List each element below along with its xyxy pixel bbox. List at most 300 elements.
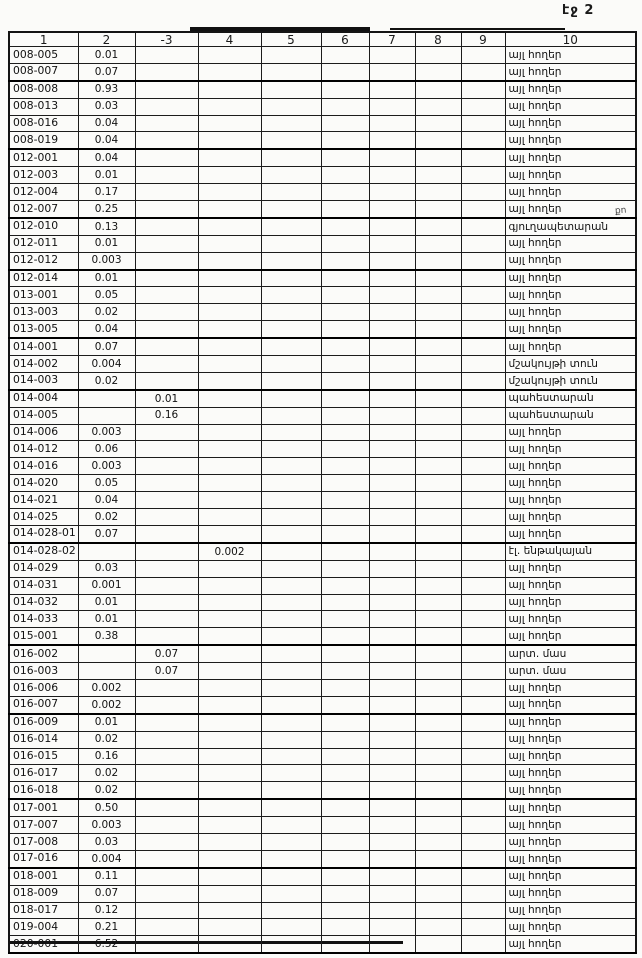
- cell-col5: [261, 543, 321, 560]
- cell-col4: [198, 765, 261, 782]
- cell-col7: [369, 577, 415, 594]
- cell-col8: [415, 850, 461, 867]
- cell-col2: 0.93: [78, 81, 135, 98]
- cell-col4: [198, 594, 261, 611]
- cell-col4: [198, 356, 261, 373]
- cell-col1: 016-006: [9, 679, 78, 696]
- cell-col4: [198, 560, 261, 577]
- cell-col10: այլ հողեր: [505, 201, 636, 218]
- cell-col4: [198, 799, 261, 816]
- cell-col7: [369, 645, 415, 662]
- cell-col10: այլ հողեր: [505, 98, 636, 115]
- cell-col6: [321, 270, 369, 287]
- cell-col10: այլ հողեր: [505, 509, 636, 526]
- cell-col4: [198, 287, 261, 304]
- cell-col7: [369, 799, 415, 816]
- cell-col5: [261, 714, 321, 731]
- cell-col9: [461, 63, 505, 80]
- cell-col8: [415, 115, 461, 132]
- cell-col5: [261, 696, 321, 713]
- cell-col7: [369, 287, 415, 304]
- cell-col3: 0.07: [135, 663, 198, 680]
- cell-col5: [261, 218, 321, 235]
- cell-col8: [415, 372, 461, 389]
- cell-col6: [321, 817, 369, 834]
- cell-col8: [415, 543, 461, 560]
- cell-col5: [261, 560, 321, 577]
- cell-col10: այլ հողեր: [505, 184, 636, 201]
- cell-col5: [261, 594, 321, 611]
- cell-col4: [198, 252, 261, 269]
- column-header-10: 10: [505, 32, 636, 47]
- cell-col6: [321, 885, 369, 902]
- cell-col5: [261, 748, 321, 765]
- cell-col7: [369, 543, 415, 560]
- cell-col8: [415, 304, 461, 321]
- cell-col9: [461, 390, 505, 407]
- table-row: [9, 663, 636, 680]
- table-row: [9, 167, 636, 184]
- cell-col2: 0.02: [78, 765, 135, 782]
- cell-col10: այլ հողեր: [505, 441, 636, 458]
- cell-col9: [461, 731, 505, 748]
- cell-col5: [261, 645, 321, 662]
- cell-col4: [198, 47, 261, 64]
- cell-col7: [369, 663, 415, 680]
- cell-col9: [461, 356, 505, 373]
- cell-col6: [321, 407, 369, 424]
- cell-col6: [321, 47, 369, 64]
- cell-col7: [369, 492, 415, 509]
- cell-col3: [135, 304, 198, 321]
- cell-col4: [198, 132, 261, 149]
- cell-col6: [321, 663, 369, 680]
- cell-col7: [369, 441, 415, 458]
- cell-col2: 0.04: [78, 132, 135, 149]
- cell-col7: [369, 304, 415, 321]
- cell-col8: [415, 679, 461, 696]
- cell-col3: [135, 235, 198, 252]
- cell-col5: [261, 338, 321, 355]
- cell-col5: [261, 799, 321, 816]
- cell-col6: [321, 458, 369, 475]
- cell-col3: [135, 594, 198, 611]
- cell-col1: 014-001: [9, 338, 78, 355]
- cell-col8: [415, 560, 461, 577]
- table-row: [9, 63, 636, 80]
- cell-col3: [135, 132, 198, 149]
- cell-col3: [135, 577, 198, 594]
- cell-col6: [321, 525, 369, 542]
- table-row: [9, 270, 636, 287]
- cell-col6: [321, 696, 369, 713]
- cell-col1: 014-028-02: [9, 543, 78, 560]
- cell-col7: [369, 868, 415, 885]
- cell-col3: [135, 63, 198, 80]
- cell-col7: [369, 628, 415, 645]
- cell-col2: 0.002: [78, 679, 135, 696]
- table-row: [9, 817, 636, 834]
- cell-col3: [135, 424, 198, 441]
- cell-col9: [461, 81, 505, 98]
- cell-col3: [135, 765, 198, 782]
- cell-col7: [369, 356, 415, 373]
- handwritten-margin-mark: քո: [614, 205, 627, 217]
- cell-col4: [198, 509, 261, 526]
- cell-col6: [321, 475, 369, 492]
- cell-col5: [261, 252, 321, 269]
- cell-col1: 008-019: [9, 132, 78, 149]
- cell-col6: [321, 902, 369, 919]
- table-row: [9, 833, 636, 850]
- cell-col3: [135, 98, 198, 115]
- cell-col3: [135, 184, 198, 201]
- cell-col7: [369, 731, 415, 748]
- cell-col1: 014-029: [9, 560, 78, 577]
- cell-col1: 018-009: [9, 885, 78, 902]
- cell-col7: [369, 63, 415, 80]
- cell-col2: 0.02: [78, 304, 135, 321]
- cell-col10: արտ. մաս: [505, 645, 636, 662]
- column-header-6: 6: [321, 32, 369, 47]
- cell-col5: [261, 628, 321, 645]
- cell-col9: [461, 748, 505, 765]
- cell-col10: այլ հողեր: [505, 47, 636, 64]
- cell-col3: [135, 372, 198, 389]
- cell-col10: պահեստարան: [505, 390, 636, 407]
- cell-col2: 0.12: [78, 902, 135, 919]
- cell-col6: [321, 201, 369, 218]
- cell-col3: [135, 628, 198, 645]
- cell-col5: [261, 201, 321, 218]
- cell-col3: [135, 475, 198, 492]
- cell-col9: [461, 115, 505, 132]
- cell-col6: [321, 594, 369, 611]
- cell-col2: 0.04: [78, 115, 135, 132]
- cell-col6: [321, 287, 369, 304]
- cell-col7: [369, 149, 415, 166]
- cell-col8: [415, 441, 461, 458]
- cell-col2: 0.01: [78, 270, 135, 287]
- cell-col7: [369, 132, 415, 149]
- cell-col3: [135, 492, 198, 509]
- cell-col3: [135, 287, 198, 304]
- cell-col4: [198, 902, 261, 919]
- cell-col9: [461, 833, 505, 850]
- cell-col7: [369, 184, 415, 201]
- cell-col1: 019-004: [9, 919, 78, 936]
- cell-col4: [198, 304, 261, 321]
- table-row: [9, 765, 636, 782]
- table-row: [9, 98, 636, 115]
- cell-col5: [261, 63, 321, 80]
- cell-col9: [461, 321, 505, 338]
- cell-col4: [198, 679, 261, 696]
- cell-col6: [321, 560, 369, 577]
- cell-col7: [369, 885, 415, 902]
- cell-col4: [198, 731, 261, 748]
- cell-col10: այլ հողեր: [505, 492, 636, 509]
- cell-col9: [461, 372, 505, 389]
- cell-col3: [135, 868, 198, 885]
- table-row: [9, 902, 636, 919]
- cell-col2: 0.16: [78, 748, 135, 765]
- cell-col1: 012-004: [9, 184, 78, 201]
- cell-col8: [415, 98, 461, 115]
- cell-col5: [261, 731, 321, 748]
- cell-col8: [415, 525, 461, 542]
- cell-col9: [461, 765, 505, 782]
- table-row: [9, 748, 636, 765]
- cell-col5: [261, 902, 321, 919]
- cell-col5: [261, 611, 321, 628]
- cell-col2: 0.13: [78, 218, 135, 235]
- table-row: [9, 81, 636, 98]
- cell-col10: այլ հողեր: [505, 287, 636, 304]
- cell-col6: [321, 321, 369, 338]
- column-header-4: 4: [198, 32, 261, 47]
- cell-col9: [461, 167, 505, 184]
- cell-col2: 0.04: [78, 149, 135, 166]
- cell-col7: [369, 850, 415, 867]
- cell-col7: [369, 201, 415, 218]
- cell-col6: [321, 628, 369, 645]
- cell-col9: [461, 201, 505, 218]
- cell-col5: [261, 356, 321, 373]
- table-row: [9, 492, 636, 509]
- cell-col2: 0.38: [78, 628, 135, 645]
- cell-col9: [461, 458, 505, 475]
- cell-col3: [135, 525, 198, 542]
- cell-col2: 0.01: [78, 235, 135, 252]
- cell-col2: 0.05: [78, 287, 135, 304]
- cell-col7: [369, 81, 415, 98]
- column-header-2: 2: [78, 32, 135, 47]
- cell-col2: 0.03: [78, 98, 135, 115]
- cell-col1: 012-014: [9, 270, 78, 287]
- table-row: [9, 594, 636, 611]
- cell-col4: [198, 611, 261, 628]
- column-header-9: 9: [461, 32, 505, 47]
- cell-col3: [135, 799, 198, 816]
- cell-col1: 008-016: [9, 115, 78, 132]
- cell-col8: [415, 628, 461, 645]
- table-row: [9, 560, 636, 577]
- cell-col7: [369, 424, 415, 441]
- cell-col9: [461, 218, 505, 235]
- cell-col8: [415, 902, 461, 919]
- cell-col7: [369, 594, 415, 611]
- cell-col8: [415, 885, 461, 902]
- cell-col7: [369, 919, 415, 936]
- cell-col5: [261, 98, 321, 115]
- cell-col8: [415, 270, 461, 287]
- cell-col4: [198, 525, 261, 542]
- cell-col4: [198, 424, 261, 441]
- cell-col5: [261, 525, 321, 542]
- cell-col1: 008-007: [9, 63, 78, 80]
- cell-col9: [461, 407, 505, 424]
- cell-col3: [135, 509, 198, 526]
- table-row: [9, 850, 636, 867]
- table-row: [9, 407, 636, 424]
- column-header-5: 5: [261, 32, 321, 47]
- cell-col1: 012-010: [9, 218, 78, 235]
- cell-col7: [369, 611, 415, 628]
- cell-col10: այլ հողեր: [505, 338, 636, 355]
- cell-col3: [135, 782, 198, 799]
- cell-col7: [369, 902, 415, 919]
- cell-col6: [321, 149, 369, 166]
- table-row: [9, 47, 636, 64]
- cell-col1: 014-032: [9, 594, 78, 611]
- cell-col4: [198, 645, 261, 662]
- cell-col5: [261, 81, 321, 98]
- column-header-1: 1: [9, 32, 78, 47]
- cell-col1: 018-001: [9, 868, 78, 885]
- cell-col5: [261, 304, 321, 321]
- cell-col3: [135, 201, 198, 218]
- cell-col8: [415, 458, 461, 475]
- cell-col2: 0.003: [78, 252, 135, 269]
- cell-col1: 014-012: [9, 441, 78, 458]
- cell-col6: [321, 167, 369, 184]
- cell-col1: 014-025: [9, 509, 78, 526]
- cell-col10: այլ հողեր: [505, 304, 636, 321]
- cell-col1: 015-001: [9, 628, 78, 645]
- cell-col10: այլ հողեր: [505, 560, 636, 577]
- cell-col2: 0.25: [78, 201, 135, 218]
- cell-col10: այլ հողեր: [505, 936, 636, 953]
- cell-col4: [198, 492, 261, 509]
- cell-col8: [415, 47, 461, 64]
- cell-col3: [135, 731, 198, 748]
- cell-col4: [198, 81, 261, 98]
- cell-col1: 014-006: [9, 424, 78, 441]
- cell-col9: [461, 577, 505, 594]
- table-row: [9, 696, 636, 713]
- cell-col8: [415, 833, 461, 850]
- cell-col7: [369, 936, 415, 953]
- cell-col10: այլ հողեր: [505, 782, 636, 799]
- cell-col3: [135, 543, 198, 560]
- cell-col3: [135, 936, 198, 953]
- cell-col2: 0.001: [78, 577, 135, 594]
- cell-col10: այլ հողեր: [505, 850, 636, 867]
- cell-col4: [198, 167, 261, 184]
- table-row: [9, 441, 636, 458]
- cell-col3: [135, 81, 198, 98]
- cell-col3: [135, 696, 198, 713]
- cell-col3: [135, 252, 198, 269]
- cell-col3: [135, 919, 198, 936]
- cell-col4: [198, 235, 261, 252]
- cell-col4: [198, 628, 261, 645]
- cell-col10: այլ հողեր: [505, 748, 636, 765]
- cell-col10: այլ հողեր: [505, 833, 636, 850]
- cell-col10: այլ հողեր: [505, 321, 636, 338]
- cell-col10: այլ հողեր: [505, 81, 636, 98]
- cell-col9: [461, 645, 505, 662]
- cell-col2: 0.01: [78, 611, 135, 628]
- cell-col4: [198, 441, 261, 458]
- cell-col5: [261, 817, 321, 834]
- cell-col3: [135, 885, 198, 902]
- cell-col8: [415, 696, 461, 713]
- cell-col8: [415, 475, 461, 492]
- cell-col1: 008-005: [9, 47, 78, 64]
- cell-col5: [261, 868, 321, 885]
- cell-col5: [261, 321, 321, 338]
- cell-col4: [198, 748, 261, 765]
- cell-col5: [261, 492, 321, 509]
- cell-col3: 0.07: [135, 645, 198, 662]
- cell-col10: այլ հողեր: [505, 577, 636, 594]
- cell-col2: 0.17: [78, 184, 135, 201]
- table-row: [9, 321, 636, 338]
- cell-col9: [461, 628, 505, 645]
- cell-col2: 0.07: [78, 63, 135, 80]
- cell-col2: 0.004: [78, 850, 135, 867]
- cell-col8: [415, 799, 461, 816]
- cell-col8: [415, 936, 461, 953]
- cell-col4: [198, 833, 261, 850]
- cell-col5: [261, 509, 321, 526]
- cell-col5: [261, 663, 321, 680]
- cell-col9: [461, 850, 505, 867]
- cell-col9: [461, 98, 505, 115]
- cell-col3: [135, 321, 198, 338]
- cell-col10: այլ հողեր: [505, 799, 636, 816]
- cell-col2: 0.21: [78, 919, 135, 936]
- cell-col5: [261, 132, 321, 149]
- cell-col4: [198, 321, 261, 338]
- cell-col4: [198, 936, 261, 953]
- cell-col10: այլ հողեր: [505, 868, 636, 885]
- cell-col8: [415, 577, 461, 594]
- cell-col5: [261, 679, 321, 696]
- cell-col7: [369, 47, 415, 64]
- cell-col7: [369, 338, 415, 355]
- cell-col1: 013-003: [9, 304, 78, 321]
- cell-col9: [461, 235, 505, 252]
- cell-col6: [321, 679, 369, 696]
- cell-col5: [261, 936, 321, 953]
- table-row: [9, 525, 636, 542]
- cell-col7: [369, 167, 415, 184]
- page-number-label: էջ 2: [562, 3, 595, 18]
- cell-col9: [461, 509, 505, 526]
- cell-col2: 0.01: [78, 594, 135, 611]
- cell-col2: 0.07: [78, 338, 135, 355]
- cell-col8: [415, 919, 461, 936]
- cell-col2: [78, 390, 135, 407]
- cell-col6: [321, 252, 369, 269]
- cell-col2: 0.003: [78, 424, 135, 441]
- cell-col9: [461, 543, 505, 560]
- cell-col9: [461, 149, 505, 166]
- table-row: [9, 628, 636, 645]
- table-row: [9, 645, 636, 662]
- cell-col8: [415, 63, 461, 80]
- cell-col6: [321, 372, 369, 389]
- land-registry-table: [8, 31, 637, 954]
- cell-col5: [261, 833, 321, 850]
- cell-col5: [261, 235, 321, 252]
- cell-col9: [461, 696, 505, 713]
- cell-col6: [321, 338, 369, 355]
- cell-col9: [461, 270, 505, 287]
